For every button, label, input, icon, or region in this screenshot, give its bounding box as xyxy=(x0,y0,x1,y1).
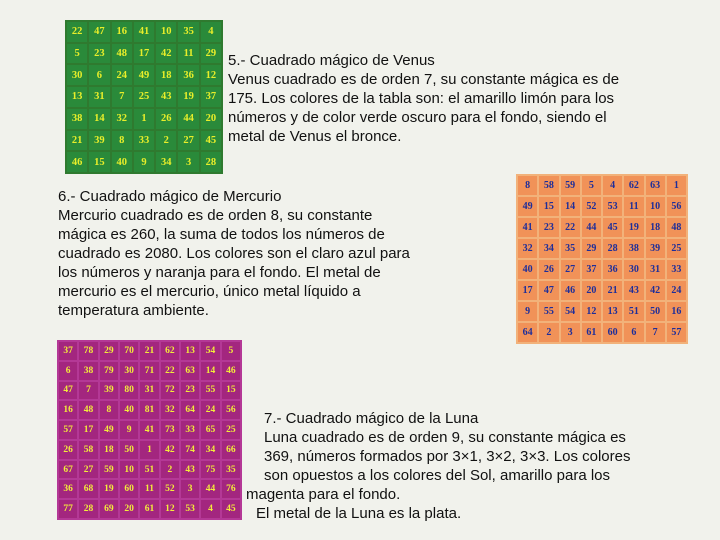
moon-square-cell: 27 xyxy=(79,461,97,479)
moon-square-cell: 78 xyxy=(79,342,97,360)
moon-square-cell: 8 xyxy=(100,401,118,419)
venus-square-cell: 30 xyxy=(67,65,87,85)
moon-line: son opuestos a los colores del Sol, amarillo para los xyxy=(264,467,611,484)
mercury-square-cell: 16 xyxy=(667,302,686,321)
moon-square-cell: 63 xyxy=(181,362,199,380)
moon-square-cell: 29 xyxy=(100,342,118,360)
moon-square-cell: 3 xyxy=(181,480,199,498)
mercury-square-cell: 11 xyxy=(624,197,643,216)
venus-square-cell: 4 xyxy=(201,22,221,42)
moon-square-cell: 51 xyxy=(140,461,158,479)
moon-square-cell: 75 xyxy=(201,461,219,479)
venus-square-cell: 28 xyxy=(201,152,221,172)
mercury-square-cell: 15 xyxy=(539,197,558,216)
venus-magic-square xyxy=(65,20,223,174)
mercury-square-cell: 49 xyxy=(518,197,537,216)
moon-square-cell: 64 xyxy=(181,401,199,419)
moon-square-cell: 80 xyxy=(120,382,138,400)
venus-square-cell: 16 xyxy=(112,22,132,42)
mercury-square-cell: 42 xyxy=(646,281,665,300)
moon-square-cell: 34 xyxy=(201,441,219,459)
moon-square-cell: 40 xyxy=(120,401,138,419)
mercury-square-cell: 53 xyxy=(603,197,622,216)
venus-line: 175. Los colores de la tabla son: el amarillo limón para los xyxy=(228,90,615,107)
venus-square-cell: 31 xyxy=(89,87,109,107)
venus-title: 5.- Cuadrado mágico de Venus xyxy=(228,52,435,69)
mercury-square-cell: 59 xyxy=(561,176,580,195)
venus-square-cell: 49 xyxy=(134,65,154,85)
venus-square-cell: 44 xyxy=(178,109,198,129)
moon-square-cell: 61 xyxy=(140,500,158,518)
venus-square-cell: 22 xyxy=(67,22,87,42)
venus-square-cell: 12 xyxy=(201,65,221,85)
moon-square-cell: 35 xyxy=(222,461,240,479)
moon-square-cell: 24 xyxy=(201,401,219,419)
venus-square-cell: 8 xyxy=(112,131,132,151)
mercury-square-cell: 1 xyxy=(667,176,686,195)
moon-square-cell: 38 xyxy=(79,362,97,380)
mercury-square-cell: 36 xyxy=(603,260,622,279)
mercury-line: mercurio es el mercurio, único metal líquido a xyxy=(58,283,361,300)
moon-square-cell: 69 xyxy=(100,500,118,518)
moon-square-cell: 54 xyxy=(201,342,219,360)
moon-square-cell: 72 xyxy=(161,382,179,400)
moon-square-cell: 22 xyxy=(161,362,179,380)
venus-description xyxy=(228,51,619,146)
mercury-square-cell: 34 xyxy=(539,239,558,258)
mercury-square-cell: 8 xyxy=(518,176,537,195)
venus-square-cell: 13 xyxy=(67,87,87,107)
mercury-line: los números y naranja para el fondo. El metal de xyxy=(58,264,381,281)
moon-square-cell: 37 xyxy=(59,342,77,360)
mercury-square-cell: 13 xyxy=(603,302,622,321)
mercury-square-cell: 31 xyxy=(646,260,665,279)
venus-square-cell: 19 xyxy=(178,87,198,107)
mercury-square-cell: 14 xyxy=(561,197,580,216)
venus-square-cell: 46 xyxy=(67,152,87,172)
venus-square-cell: 39 xyxy=(89,131,109,151)
venus-square-cell: 3 xyxy=(178,152,198,172)
venus-square-cell: 2 xyxy=(156,131,176,151)
venus-square-cell: 29 xyxy=(201,44,221,64)
mercury-title: 6.- Cuadrado mágico de Mercurio xyxy=(58,188,282,205)
venus-square-cell: 25 xyxy=(134,87,154,107)
moon-square-cell: 11 xyxy=(140,480,158,498)
venus-square-cell: 24 xyxy=(112,65,132,85)
moon-square-cell: 67 xyxy=(59,461,77,479)
venus-line: números y de color verde oscuro para el fondo, siendo el xyxy=(228,109,607,126)
mercury-square-cell: 54 xyxy=(561,302,580,321)
mercury-square-cell: 24 xyxy=(667,281,686,300)
venus-square-cell: 32 xyxy=(112,109,132,129)
venus-square-cell: 14 xyxy=(89,109,109,129)
moon-square-cell: 59 xyxy=(100,461,118,479)
moon-square-cell: 65 xyxy=(201,421,219,439)
venus-square-cell: 43 xyxy=(156,87,176,107)
mercury-square-cell: 7 xyxy=(646,323,665,342)
mercury-square-cell: 39 xyxy=(646,239,665,258)
mercury-magic-square xyxy=(516,174,688,344)
mercury-square-cell: 18 xyxy=(646,218,665,237)
moon-square-cell: 14 xyxy=(201,362,219,380)
mercury-square-cell: 23 xyxy=(539,218,558,237)
moon-square-cell: 6 xyxy=(59,362,77,380)
moon-square-cell: 79 xyxy=(100,362,118,380)
mercury-square-cell: 26 xyxy=(539,260,558,279)
venus-square-cell: 33 xyxy=(134,131,154,151)
moon-square-cell: 9 xyxy=(120,421,138,439)
moon-square-cell: 46 xyxy=(222,362,240,380)
mercury-square-cell: 62 xyxy=(624,176,643,195)
moon-square-cell: 53 xyxy=(181,500,199,518)
mercury-square-cell: 48 xyxy=(667,218,686,237)
mercury-square-cell: 20 xyxy=(582,281,601,300)
moon-square-cell: 39 xyxy=(100,382,118,400)
mercury-square-cell: 40 xyxy=(518,260,537,279)
mercury-square-cell: 29 xyxy=(582,239,601,258)
mercury-square-cell: 22 xyxy=(561,218,580,237)
moon-square-cell: 42 xyxy=(161,441,179,459)
moon-square-cell: 21 xyxy=(140,342,158,360)
mercury-square-cell: 50 xyxy=(646,302,665,321)
moon-square-cell: 7 xyxy=(79,382,97,400)
mercury-line: cuadrado es 2080. Los colores son el claro azul para xyxy=(58,245,410,262)
moon-square-cell: 20 xyxy=(120,500,138,518)
moon-square-cell: 55 xyxy=(201,382,219,400)
moon-square-cell: 66 xyxy=(222,441,240,459)
moon-square-cell: 26 xyxy=(59,441,77,459)
venus-square-cell: 20 xyxy=(201,109,221,129)
mercury-square-cell: 17 xyxy=(518,281,537,300)
moon-square-cell: 41 xyxy=(140,421,158,439)
moon-square-cell: 49 xyxy=(100,421,118,439)
mercury-square-cell: 41 xyxy=(518,218,537,237)
venus-square-cell: 5 xyxy=(67,44,87,64)
moon-square-cell: 23 xyxy=(181,382,199,400)
mercury-square-cell: 63 xyxy=(646,176,665,195)
venus-square-cell: 37 xyxy=(201,87,221,107)
mercury-square-cell: 2 xyxy=(539,323,558,342)
mercury-square-cell: 12 xyxy=(582,302,601,321)
moon-square-cell: 32 xyxy=(161,401,179,419)
venus-square-cell: 10 xyxy=(156,22,176,42)
moon-square-cell: 36 xyxy=(59,480,77,498)
mercury-square-cell: 4 xyxy=(603,176,622,195)
moon-square-cell: 13 xyxy=(181,342,199,360)
moon-title: 7.- Cuadrado mágico de la Luna xyxy=(264,410,479,427)
moon-square-cell: 18 xyxy=(100,441,118,459)
venus-square-cell: 47 xyxy=(89,22,109,42)
venus-square-cell: 34 xyxy=(156,152,176,172)
mercury-square-cell: 10 xyxy=(646,197,665,216)
mercury-square-cell: 25 xyxy=(667,239,686,258)
moon-line: Luna cuadrado es de orden 9, su constante mágica es xyxy=(264,429,626,446)
moon-square-cell: 2 xyxy=(161,461,179,479)
moon-square-cell: 28 xyxy=(79,500,97,518)
mercury-square-cell: 64 xyxy=(518,323,537,342)
moon-square-cell: 71 xyxy=(140,362,158,380)
moon-square-cell: 25 xyxy=(222,421,240,439)
mercury-square-cell: 30 xyxy=(624,260,643,279)
venus-square-cell: 1 xyxy=(134,109,154,129)
moon-magic-square xyxy=(57,340,242,520)
moon-square-cell: 70 xyxy=(120,342,138,360)
mercury-line: Mercurio cuadrado es de orden 8, su constante xyxy=(58,207,373,224)
mercury-square-cell: 21 xyxy=(603,281,622,300)
venus-square-cell: 45 xyxy=(201,131,221,151)
venus-line: Venus cuadrado es de orden 7, su constante mágica es de xyxy=(228,71,620,88)
venus-square-cell: 11 xyxy=(178,44,198,64)
moon-square-cell: 52 xyxy=(161,480,179,498)
mercury-line: temperatura ambiente. xyxy=(58,302,209,319)
mercury-line: mágica es 260, la suma de todos los números de xyxy=(58,226,385,243)
venus-square-cell: 17 xyxy=(134,44,154,64)
venus-square-cell: 6 xyxy=(89,65,109,85)
mercury-square-cell: 5 xyxy=(582,176,601,195)
moon-square-cell: 43 xyxy=(181,461,199,479)
moon-square-cell: 77 xyxy=(59,500,77,518)
mercury-square-cell: 33 xyxy=(667,260,686,279)
moon-square-cell: 47 xyxy=(59,382,77,400)
moon-line: magenta para el fondo. xyxy=(246,486,401,503)
moon-square-cell: 60 xyxy=(120,480,138,498)
venus-square-cell: 38 xyxy=(67,109,87,129)
venus-square-cell: 7 xyxy=(112,87,132,107)
mercury-square-cell: 37 xyxy=(582,260,601,279)
venus-line: metal de Venus el bronce. xyxy=(228,128,402,145)
mercury-square-cell: 45 xyxy=(603,218,622,237)
mercury-square-cell: 60 xyxy=(603,323,622,342)
mercury-square-cell: 38 xyxy=(624,239,643,258)
mercury-square-cell: 56 xyxy=(667,197,686,216)
venus-square-cell: 27 xyxy=(178,131,198,151)
mercury-square-cell: 52 xyxy=(582,197,601,216)
moon-square-cell: 31 xyxy=(140,382,158,400)
moon-square-cell: 15 xyxy=(222,382,240,400)
venus-square-cell: 40 xyxy=(112,152,132,172)
venus-square-cell: 18 xyxy=(156,65,176,85)
moon-square-cell: 76 xyxy=(222,480,240,498)
mercury-square-cell: 51 xyxy=(624,302,643,321)
moon-square-cell: 1 xyxy=(140,441,158,459)
moon-square-cell: 81 xyxy=(140,401,158,419)
moon-square-cell: 16 xyxy=(59,401,77,419)
moon-square-cell: 4 xyxy=(201,500,219,518)
mercury-square-cell: 19 xyxy=(624,218,643,237)
moon-square-cell: 57 xyxy=(59,421,77,439)
mercury-square-cell: 47 xyxy=(539,281,558,300)
mercury-square-cell: 58 xyxy=(539,176,558,195)
moon-square-cell: 45 xyxy=(222,500,240,518)
mercury-square-cell: 55 xyxy=(539,302,558,321)
moon-square-cell: 56 xyxy=(222,401,240,419)
mercury-square-cell: 61 xyxy=(582,323,601,342)
moon-square-cell: 62 xyxy=(161,342,179,360)
mercury-square-cell: 44 xyxy=(582,218,601,237)
venus-square-cell: 41 xyxy=(134,22,154,42)
moon-square-cell: 74 xyxy=(181,441,199,459)
venus-square-cell: 15 xyxy=(89,152,109,172)
moon-square-cell: 10 xyxy=(120,461,138,479)
moon-square-cell: 19 xyxy=(100,480,118,498)
moon-square-cell: 30 xyxy=(120,362,138,380)
venus-square-cell: 36 xyxy=(178,65,198,85)
venus-square-cell: 26 xyxy=(156,109,176,129)
venus-square-cell: 23 xyxy=(89,44,109,64)
mercury-square-cell: 3 xyxy=(561,323,580,342)
mercury-description xyxy=(58,187,410,320)
venus-square-cell: 21 xyxy=(67,131,87,151)
mercury-square-cell: 57 xyxy=(667,323,686,342)
mercury-square-cell: 32 xyxy=(518,239,537,258)
moon-square-cell: 44 xyxy=(201,480,219,498)
moon-square-cell: 48 xyxy=(79,401,97,419)
mercury-square-cell: 46 xyxy=(561,281,580,300)
mercury-square-cell: 9 xyxy=(518,302,537,321)
venus-square-cell: 48 xyxy=(112,44,132,64)
moon-square-cell: 68 xyxy=(79,480,97,498)
moon-square-cell: 17 xyxy=(79,421,97,439)
moon-line: 369, números formados por 3×1, 3×2, 3×3. Los colores xyxy=(264,448,631,465)
mercury-square-cell: 35 xyxy=(561,239,580,258)
moon-square-cell: 5 xyxy=(222,342,240,360)
venus-square-cell: 9 xyxy=(134,152,154,172)
mercury-square-cell: 27 xyxy=(561,260,580,279)
moon-square-cell: 50 xyxy=(120,441,138,459)
mercury-square-cell: 43 xyxy=(624,281,643,300)
moon-square-cell: 33 xyxy=(181,421,199,439)
moon-square-cell: 58 xyxy=(79,441,97,459)
moon-square-cell: 12 xyxy=(161,500,179,518)
moon-description xyxy=(246,409,630,523)
venus-square-cell: 35 xyxy=(178,22,198,42)
mercury-square-cell: 6 xyxy=(624,323,643,342)
mercury-square-cell: 28 xyxy=(603,239,622,258)
moon-line: El metal de la Luna es la plata. xyxy=(256,505,462,522)
venus-square-cell: 42 xyxy=(156,44,176,64)
moon-square-cell: 73 xyxy=(161,421,179,439)
